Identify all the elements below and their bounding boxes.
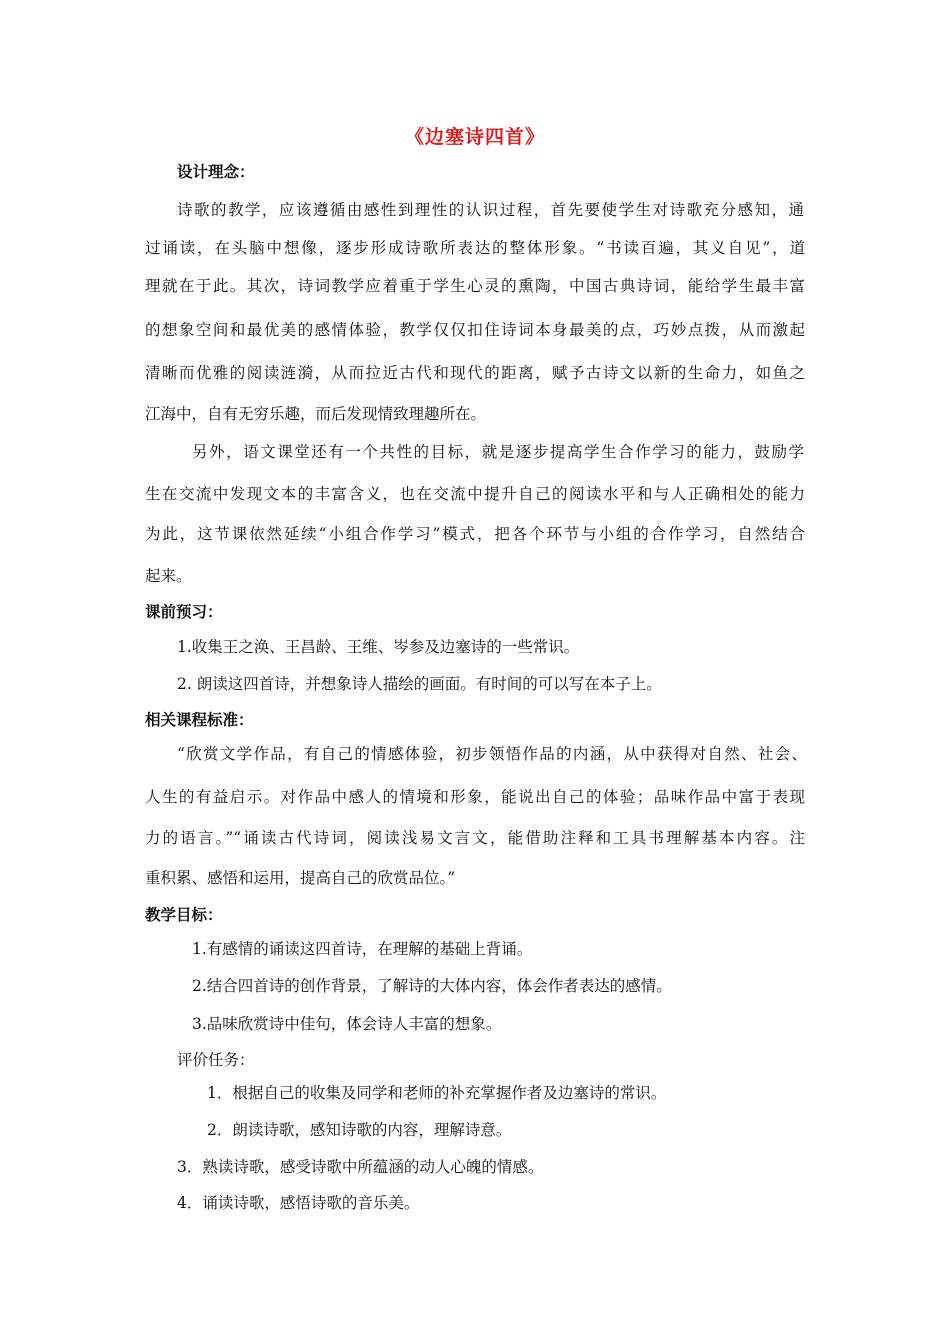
goals-heading: 教学目标： <box>145 906 223 924</box>
design-p1-line-4: 的想象空间和最优美的感情体验，教学仅仅扣住诗词本身最美的点，巧妙点拨，从而激起 <box>145 321 805 339</box>
design-p2-line-1: 另外，语文课堂还有一个共性的目标，就是逐步提高学生合作学习的能力，鼓励学 <box>192 443 804 461</box>
preview-item-1: 1.收集王之涣、王昌龄、王维、岑参及边塞诗的一些常识。 <box>177 638 580 656</box>
preview-heading: 课前预习： <box>145 603 223 621</box>
design-p1-line-1: 诗歌的教学，应该遵循由感性到理性的认识过程，首先要使学生对诗歌充分感知，通 <box>177 201 804 219</box>
standard-heading: 相关课程标准： <box>145 711 254 729</box>
eval-item-4: 4．诵读诗歌，感悟诗歌的音乐美。 <box>177 1194 420 1212</box>
standard-line-2: 人生的有益启示。对作品中感人的情境和形象，能说出自己的体验；品味作品中富于表现 <box>145 788 805 806</box>
design-p2-line-3: 为此，这节课依然延续“小组合作学习”模式，把各个环节与小组的合作学习，自然结合 <box>145 525 805 543</box>
goal-item-1: 1.有感情的诵读这四首诗，在理解的基础上背诵。 <box>192 940 533 958</box>
design-p1-line-2: 过诵读，在头脑中想像，逐步形成诗歌所表达的整体形象。“书读百遍，其义自见”，道 <box>145 239 805 257</box>
standard-line-3: 力的语言。”“诵读古代诗词，阅读浅易文言文，能借助注释和工具书理解基本内容。注 <box>145 829 805 847</box>
preview-item-2: 2. 朗读这四首诗，并想象诗人描绘的画面。有时间的可以写在本子上。 <box>177 675 662 693</box>
standard-line-4: 重积累、感悟和运用，提高自己的欣赏品位。” <box>145 869 456 887</box>
standard-line-1: “欣赏文学作品，有自己的情感体验，初步领悟作品的内涵，从中获得对自然、社会、 <box>177 745 807 763</box>
design-heading: 设计理念： <box>177 163 255 181</box>
eval-item-1: 1．根据自己的收集及同学和老师的补充掌握作者及边塞诗的常识。 <box>207 1084 667 1102</box>
document-title: 《边塞诗四首》 <box>404 126 545 148</box>
design-p1-line-5: 清晰而优雅的阅读涟漪，从而拉近古代和现代的距离，赋予古诗文以新的生命力，如鱼之 <box>145 364 805 382</box>
design-p2-line-2: 生在交流中发现文本的丰富含义，也在交流中提升自己的阅读水平和与人正确相处的能力 <box>145 485 805 503</box>
goal-item-3: 3.品味欣赏诗中佳句，体会诗人丰富的想象。 <box>192 1015 502 1033</box>
design-p1-line-3: 理就在于此。其次，诗词教学应着重于学生心灵的熏陶，中国古典诗词，能给学生最丰富 <box>145 277 805 295</box>
design-p1-line-6: 江海中，自有无穷乐趣，而后发现情致理趣所在。 <box>145 405 487 423</box>
eval-item-3: 3．熟读诗歌，感受诗歌中所蕴涵的动人心魄的情感。 <box>177 1158 544 1176</box>
eval-heading: 评价任务： <box>177 1051 255 1069</box>
goal-item-2: 2.结合四首诗的创作背景，了解诗的大体内容，体会作者表达的感情。 <box>192 977 672 995</box>
eval-item-2: 2．朗读诗歌，感知诗歌的内容，理解诗意。 <box>207 1121 512 1139</box>
design-p2-line-4: 起来。 <box>145 567 192 585</box>
